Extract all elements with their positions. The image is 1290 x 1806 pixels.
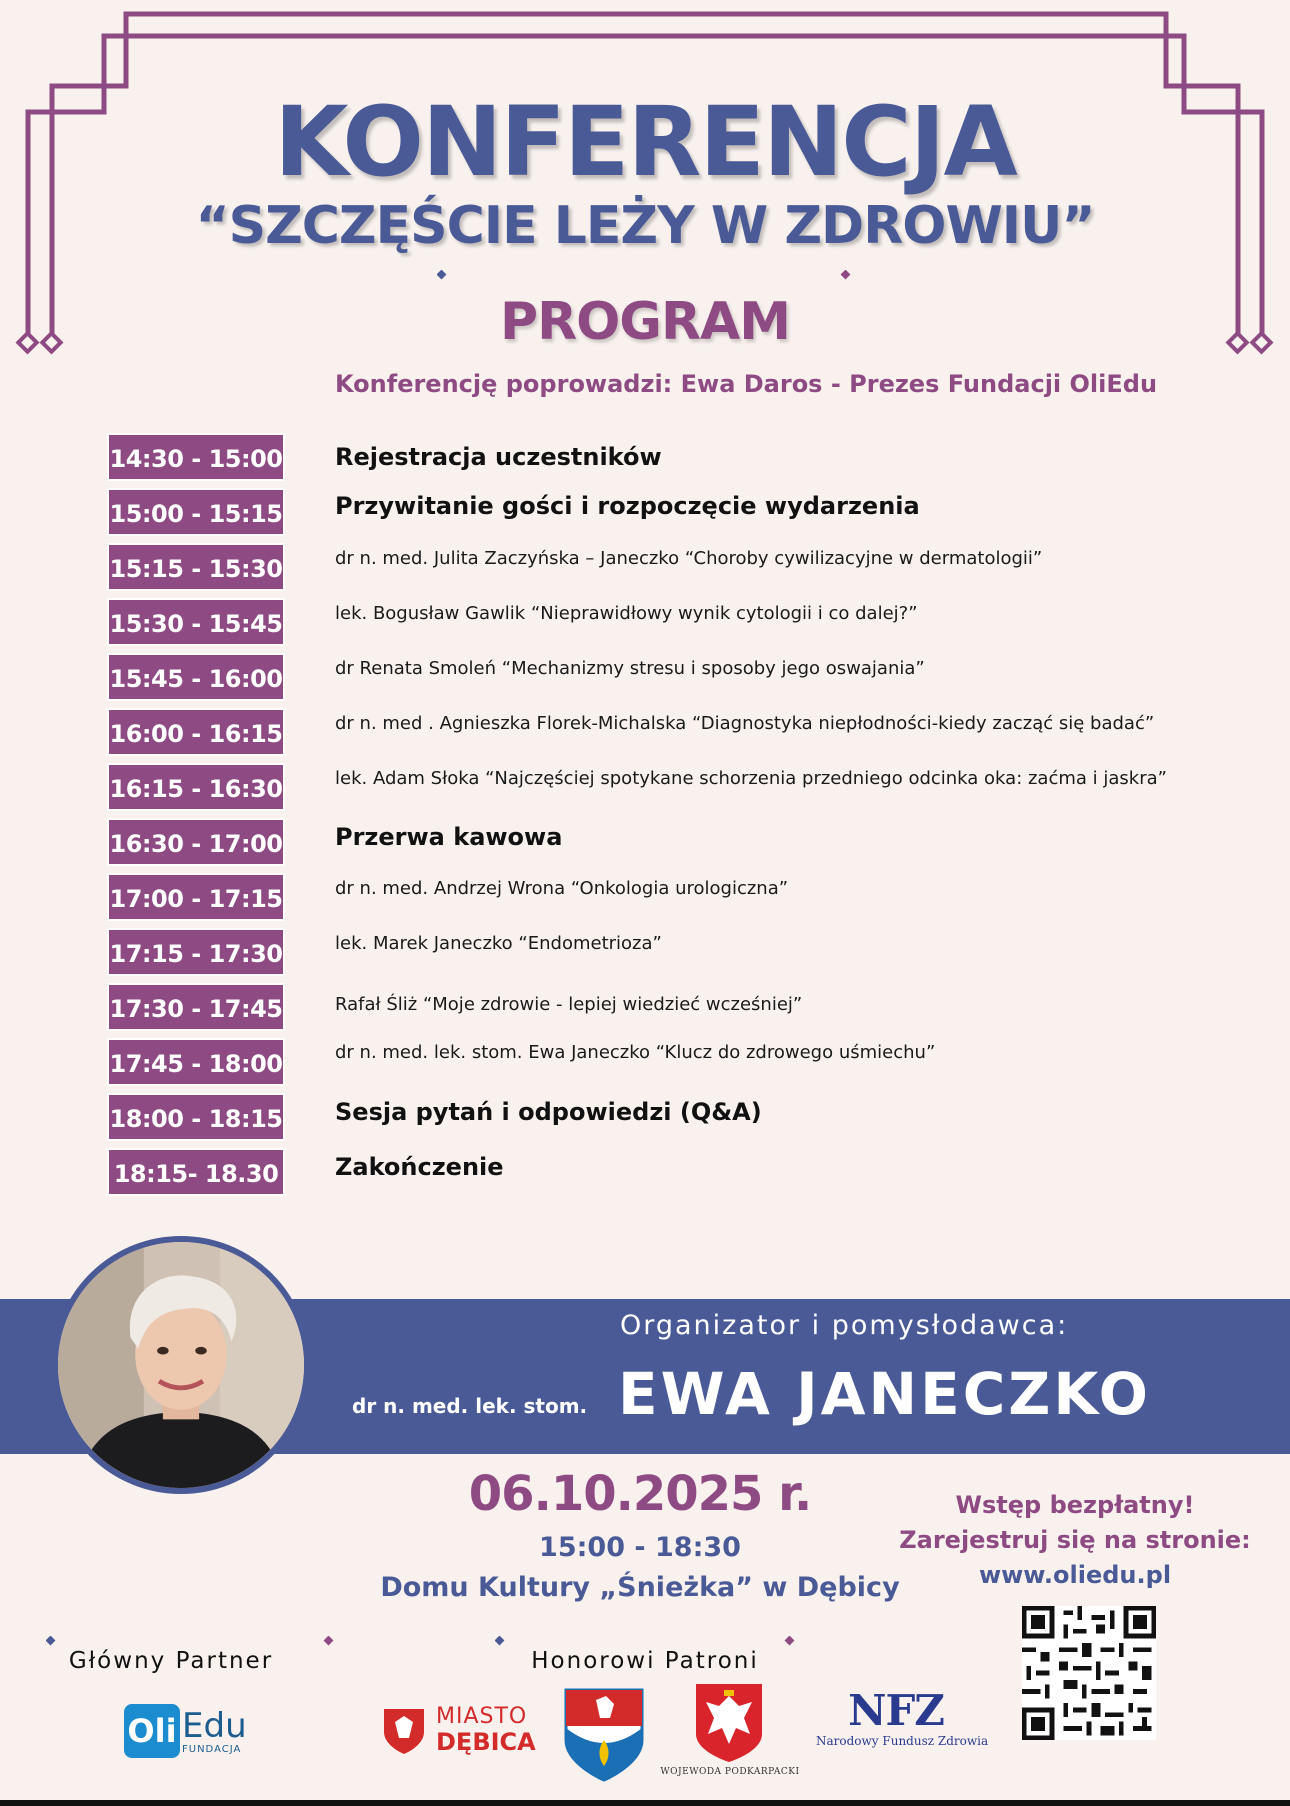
schedule-time: 17:00 - 17:15 bbox=[107, 873, 285, 921]
schedule-time: 16:00 - 16:15 bbox=[107, 708, 285, 756]
schedule-item: Przerwa kawowa bbox=[335, 823, 563, 851]
schedule-item: Rejestracja uczestników bbox=[335, 443, 662, 471]
schedule-time: 15:30 - 15:45 bbox=[107, 598, 285, 646]
main-partner-label: Główny Partner bbox=[68, 1648, 274, 1674]
register-text: Zarejestruj się na stronie: bbox=[899, 1526, 1251, 1554]
schedule-row bbox=[107, 818, 1267, 866]
organizer-title: dr n. med. lek. stom. bbox=[352, 1394, 588, 1418]
schedule-row bbox=[107, 873, 1267, 921]
schedule-time: 17:15 - 17:30 bbox=[107, 928, 285, 976]
schedule-row bbox=[107, 653, 1267, 701]
organizer-photo bbox=[52, 1236, 310, 1494]
schedule-item: lek. Bogusław Gawlik “Nieprawidłowy wynik cytologii i co dalej?” bbox=[335, 603, 918, 624]
schedule-item: dr n. med. lek. stom. Ewa Janeczko “Klucz do zdrowego uśmiechu” bbox=[335, 1042, 936, 1063]
oliedu-name: Edu bbox=[182, 1706, 247, 1746]
schedule-row bbox=[107, 1093, 1267, 1141]
schedule-item: Przywitanie gości i rozpoczęcie wydarzenia bbox=[335, 492, 920, 520]
oliedu-logo bbox=[124, 1704, 254, 1762]
bottom-bar bbox=[0, 1800, 1290, 1806]
patrons-divider bbox=[495, 1636, 795, 1646]
schedule-item: lek. Adam Słoka “Najczęściej spotykane schorzenia przedniego odcinka oka: zaćma i jaskra” bbox=[335, 768, 1167, 789]
schedule-time: 14:30 - 15:00 bbox=[107, 433, 285, 481]
debica-line1: MIASTO bbox=[436, 1704, 528, 1729]
schedule-item: dr n. med . Agnieszka Florek-Michalska “Diagnostyka niepłodności-kiedy zacząć się badać” bbox=[335, 713, 1155, 734]
schedule-time: 18:15- 18.30 bbox=[107, 1148, 285, 1196]
schedule-item: lek. Marek Janeczko “Endometrioza” bbox=[335, 933, 662, 954]
schedule-item: Zakończenie bbox=[335, 1153, 504, 1181]
schedule-time: 16:15 - 16:30 bbox=[107, 763, 285, 811]
nfz-abbr: NFZ bbox=[848, 1686, 944, 1735]
schedule-row bbox=[107, 1148, 1267, 1196]
schedule-item: Rafał Śliż “Moje zdrowie - lepiej wiedzieć wcześniej” bbox=[335, 994, 803, 1015]
schedule-time: 15:15 - 15:30 bbox=[107, 543, 285, 591]
partner-divider bbox=[46, 1636, 334, 1646]
registration-link[interactable]: www.oliedu.pl bbox=[978, 1561, 1172, 1589]
polish-eagle-icon bbox=[694, 1682, 764, 1764]
host-line: Konferencję poprowadzi: Ewa Daros - Prezes Fundacji OliEdu bbox=[335, 370, 1158, 398]
registration-info bbox=[880, 1488, 1270, 1593]
event-venue: Domu Kultury „Śnieżka” w Dębicy bbox=[380, 1572, 900, 1603]
schedule-item: dr n. med. Julita Zaczyńska – Janeczko “Choroby cywilizacyjne w dermatologii” bbox=[335, 548, 1043, 569]
schedule-time: 16:30 - 17:00 bbox=[107, 818, 285, 866]
wojewoda-label: WOJEWODA PODKARPACKI bbox=[660, 1767, 800, 1777]
miasto-debica-logo bbox=[381, 1702, 541, 1758]
schedule-time: 17:45 - 18:00 bbox=[107, 1038, 285, 1086]
organizer-label: Organizator i pomysłodawca: bbox=[620, 1310, 1069, 1341]
schedule-row bbox=[107, 488, 1267, 536]
program-heading: PROGRAM bbox=[499, 292, 791, 352]
schedule-row bbox=[107, 433, 1267, 481]
free-entry-text: Wstęp bezpłatny! bbox=[955, 1491, 1195, 1519]
schedule-row bbox=[107, 708, 1267, 756]
schedule-time: 15:00 - 15:15 bbox=[107, 488, 285, 536]
schedule-row bbox=[107, 1038, 1267, 1086]
person-photo-icon bbox=[58, 1242, 304, 1488]
debica-crest-icon bbox=[381, 1706, 427, 1756]
qr-code-icon[interactable] bbox=[1022, 1606, 1156, 1740]
nfz-name: Narodowy Fundusz Zdrowia bbox=[816, 1734, 989, 1748]
schedule-item: dr n. med. Andrzej Wrona “Onkologia urologiczna” bbox=[335, 878, 789, 899]
event-time: 15:00 - 18:30 bbox=[539, 1532, 741, 1563]
organizer-name: EWA JANECZKO bbox=[618, 1360, 1151, 1428]
schedule-row bbox=[107, 543, 1267, 591]
schedule-time: 18:00 - 18:15 bbox=[107, 1093, 285, 1141]
powiat-crest-icon bbox=[564, 1688, 644, 1782]
oliedu-mark: Oli bbox=[124, 1704, 180, 1758]
schedule-row bbox=[107, 763, 1267, 811]
schedule-item: dr Renata Smoleń “Mechanizmy stresu i sposoby jego oswajania” bbox=[335, 658, 925, 679]
nfz-logo bbox=[816, 1686, 989, 1758]
event-date: 06.10.2025 r. bbox=[468, 1466, 812, 1522]
conference-subtitle: “SZCZĘŚCIE LEŻY W ZDROWIU” bbox=[195, 196, 1095, 256]
schedule-item: Sesja pytań i odpowiedzi (Q&A) bbox=[335, 1098, 762, 1126]
schedule-row bbox=[107, 928, 1267, 976]
schedule-row bbox=[107, 983, 1267, 1031]
schedule-row bbox=[107, 598, 1267, 646]
schedule-time: 17:30 - 17:45 bbox=[107, 983, 285, 1031]
oliedu-sub: FUNDACJA bbox=[182, 1744, 242, 1755]
debica-line2: DĘBICA bbox=[436, 1728, 536, 1756]
title-divider bbox=[437, 270, 851, 280]
honorary-patrons-label: Honorowi Patroni bbox=[531, 1648, 759, 1674]
schedule-time: 15:45 - 16:00 bbox=[107, 653, 285, 701]
conference-title: KONFERENCJA bbox=[274, 86, 1016, 198]
